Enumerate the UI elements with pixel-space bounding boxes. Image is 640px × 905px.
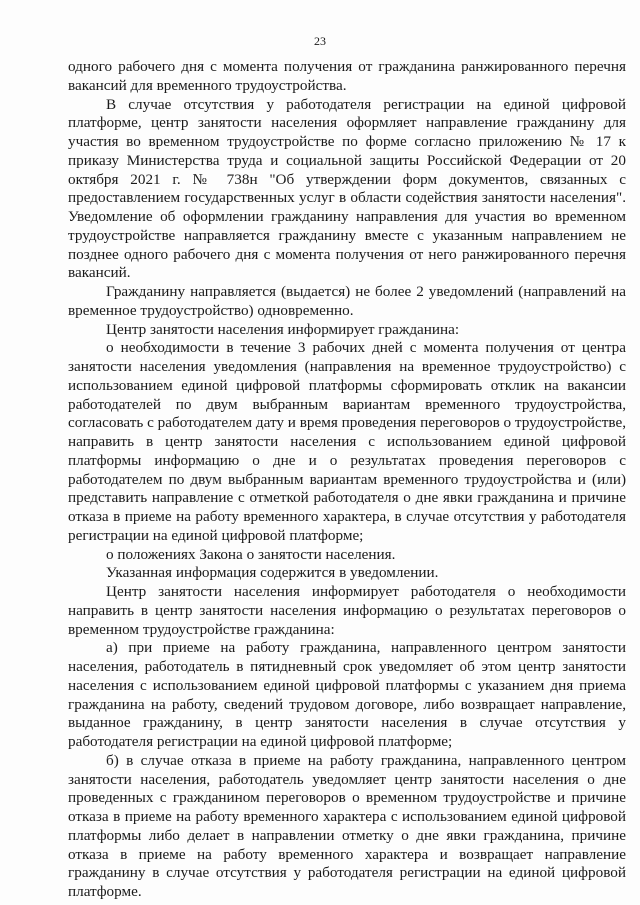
page-number: 23	[314, 34, 326, 48]
paragraph-6: о положениях Закона о занятости населения.	[106, 545, 396, 563]
paragraph-1: одного рабочего дня с момента получения от гражданина ранжированного перечня вакансий для временного трудоустройства.	[68, 58, 626, 94]
paragraph-8: Центр занятости населения информирует работодателя о необходимости направить в центр занятости населения информацию о результатах переговоров о временном трудоустройстве гражданина:	[68, 583, 626, 638]
paragraph-3: Гражданину направляется (выдается) не более 2 уведомлений (направлений на временное трудоустройство) одновременно.	[68, 283, 626, 319]
paragraph-9: а) при приеме на работу гражданина, направленного центром занятости населения, работодатель в пятидневный срок уведомляет об этом центр занятости населения с использованием единой цифровой платформы с указанием дня приема гражданина на работу, сведений трудовом договоре, либо возвращает направление, выданное гражданину, в центр занятости населения в случае отсутствия у работодателя регистрации на единой цифровой платформе;	[68, 639, 626, 750]
paragraph-5: о необходимости в течение 3 рабочих дней с момента получения от центра занятости населения уведомления (направления на временное трудоустройство) с использованием единой цифровой платформы сформировать отклик на вакансии работодателей по двум выбранным вариантам временного трудоустройства, согласовать с работодателем дату и время проведения переговоров о трудоустройстве, направить в центр занятости населения с использованием единой цифровой платформы информацию о дне и о результатах проведения переговоров с работодателем по двум выбранным вариантам временного трудоустройства и (или) представить направление с отметкой работодателя о дне явки гражданина и причине отказа в приеме на работу временного характера, в случае отсутствия у работодателя регистрации на единой цифровой платформе;	[68, 339, 626, 544]
paragraph-7: Указанная информация содержится в уведомлении.	[106, 564, 439, 582]
paragraph-10: б) в случае отказа в приеме на работу гражданина, направленного центром занятости населения, работодатель уведомляет центр занятости населения о дне проведенных с гражданином переговоров о временном трудоустройстве и причине отказа в приеме на работу временного характера с использованием единой цифровой платформы либо делает в направлении отметку о дне явки гражданина, причине отказа в приеме на работу временного характера и возвращает направление гражданину в случае отсутствия у работодателя регистрации на единой цифровой платформе.	[68, 751, 626, 900]
document-body	[68, 58, 626, 902]
paragraph-2: В случае отсутствия у работодателя регистрации на единой цифровой платформе, центр занятости населения оформляет направление гражданину для участия во временном трудоустройстве по форме согласно приложению № 17 к приказу Министерства труда и социальной защиты Российской Федерации от 20 октября 2021 г. № 738н "Об утверждении форм документов, связанных с предоставлением государственных услуг в области содействия занятости населения". Уведомление об оформлении гражданину направления для участия во временном трудоустройстве направляется гражданину вместе с указанным направлением не позднее одного рабочего дня с момента получения от него ранжированного перечня вакансий.	[68, 95, 626, 282]
paragraph-4: Центр занятости населения информирует гражданина:	[106, 320, 460, 338]
